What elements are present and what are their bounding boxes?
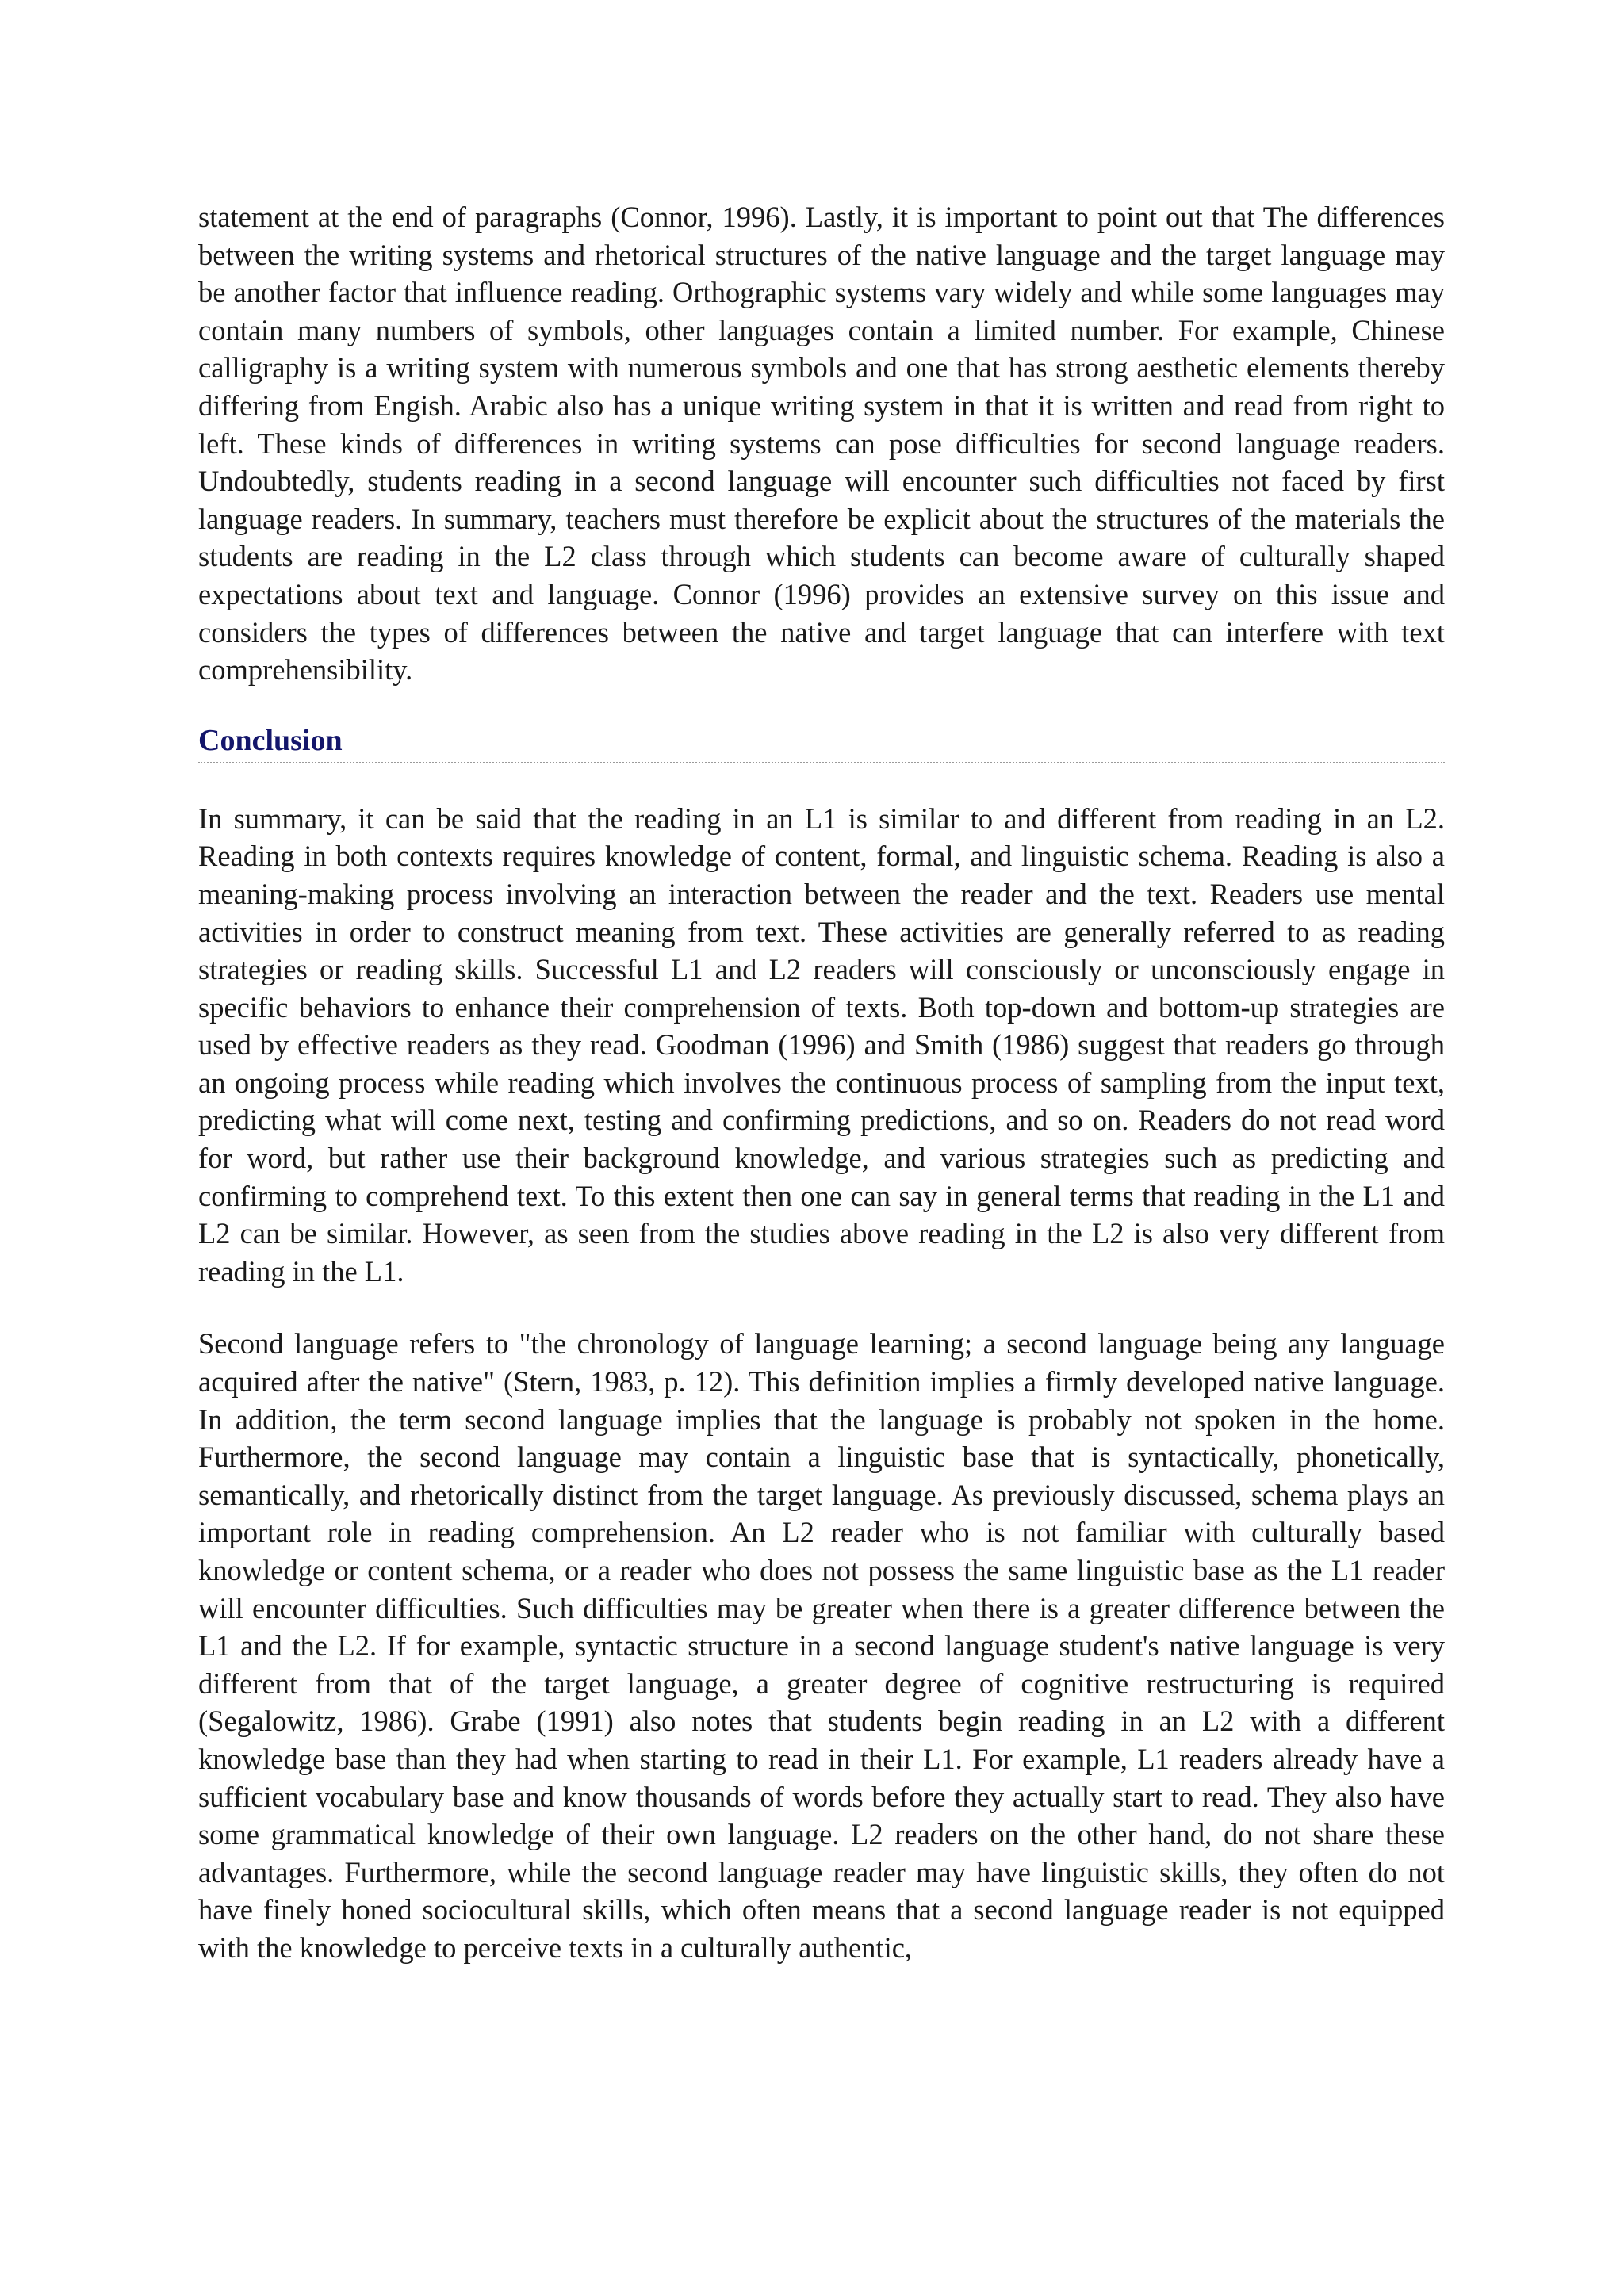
conclusion-paragraph-1: In summary, it can be said that the reading in an L1 is similar to and different from reading in an L2. Reading in both contexts requires knowledge of content, formal, and linguistic schema. Reading is also a meaning-making process involving an interaction between the reader and the text. Readers use mental activities in order to construct meaning from text. These activities are generally referred to as reading strategies or reading skills. Successful L1 and L2 readers will consciously or unconsciously engage in specific behaviors to enhance their comprehension of texts. Both top-down and bottom-up strategies are used by effective readers as they read. Goodman (1996) and Smith (1986) suggest that readers go through an ongoing process while reading which involves the continuous process of sampling from the input text, predicting what will come next, testing and confirming predictions, and so on. Readers do not read word for word, but rather use their background knowledge, and various strategies such as predicting and confirming to comprehend text. To this extent then one can say in general terms that reading in the L1 and L2 can be similar. However, as seen from the studies above reading in the L2 is also very different from reading in the L1. <box>198 802 1445 1288</box>
body-paragraph-continued: statement at the end of paragraphs (Connor, 1996). Lastly, it is important to point out that The differences between the writing systems and rhetorical structures of the native language and the target language may be another factor that influence reading. Orthographic systems vary widely and while some languages may contain many numbers of symbols, other languages contain a limited number. For example, Chinese calligraphy is a writing system with numerous symbols and one that has strong aesthetic elements thereby differing from Engish. Arabic also has a unique writing system in that it is written and read from right to left. These kinds of differences in writing systems can pose difficulties for second language readers. Undoubtedly, students reading in a second language will encounter such difficulties not faced by first language readers. In summary, teachers must therefore be explicit about the structures of the materials the students are reading in the L2 class through which students can become aware of culturally shaped expectations about text and language. Connor (1996) provides an extensive survey on this issue and considers the types of differences between the native and target language that can interfere with text comprehensibility. <box>198 201 1445 687</box>
conclusion-paragraph-2: Second language refers to "the chronology of language learning; a second language being any language acquired after the native" (Stern, 1983, p. 12). This definition implies a firmly developed native language. In addition, the term second language implies that the language is probably not spoken in the home. Furthermore, the second language may contain a linguistic base that is syntactically, phonetically, semantically, and rhetorically distinct from the target language. As previously discussed, schema plays an important role in reading comprehension. An L2 reader who is not familiar with culturally based knowledge or content schema, or a reader who does not possess the same linguistic base as the L1 reader will encounter difficulties. Such difficulties may be greater when there is a greater difference between the L1 and the L2. If for example, syntactic structure in a second language student's native language is very different from that of the target language, a greater degree of cognitive restructuring is required (Segalowitz, 1986). Grabe (1991) also notes that students begin reading in an L2 with a different knowledge base than they had when starting to read in their L1. For example, L1 readers already have a sufficient vocabulary base and know thousands of words before they actually start to read. They also have some grammatical knowledge of their own language. L2 readers on the other hand, do not share these advantages. Furthermore, while the second language reader may have linguistic skills, they often do not have finely honed sociocultural skills, which often means that a second language reader is not equipped with the knowledge to perceive texts in a culturally authentic, <box>198 1327 1445 1964</box>
section-heading: Conclusion <box>198 723 343 757</box>
document-page <box>198 198 1445 1967</box>
section-heading-block <box>198 721 1445 763</box>
